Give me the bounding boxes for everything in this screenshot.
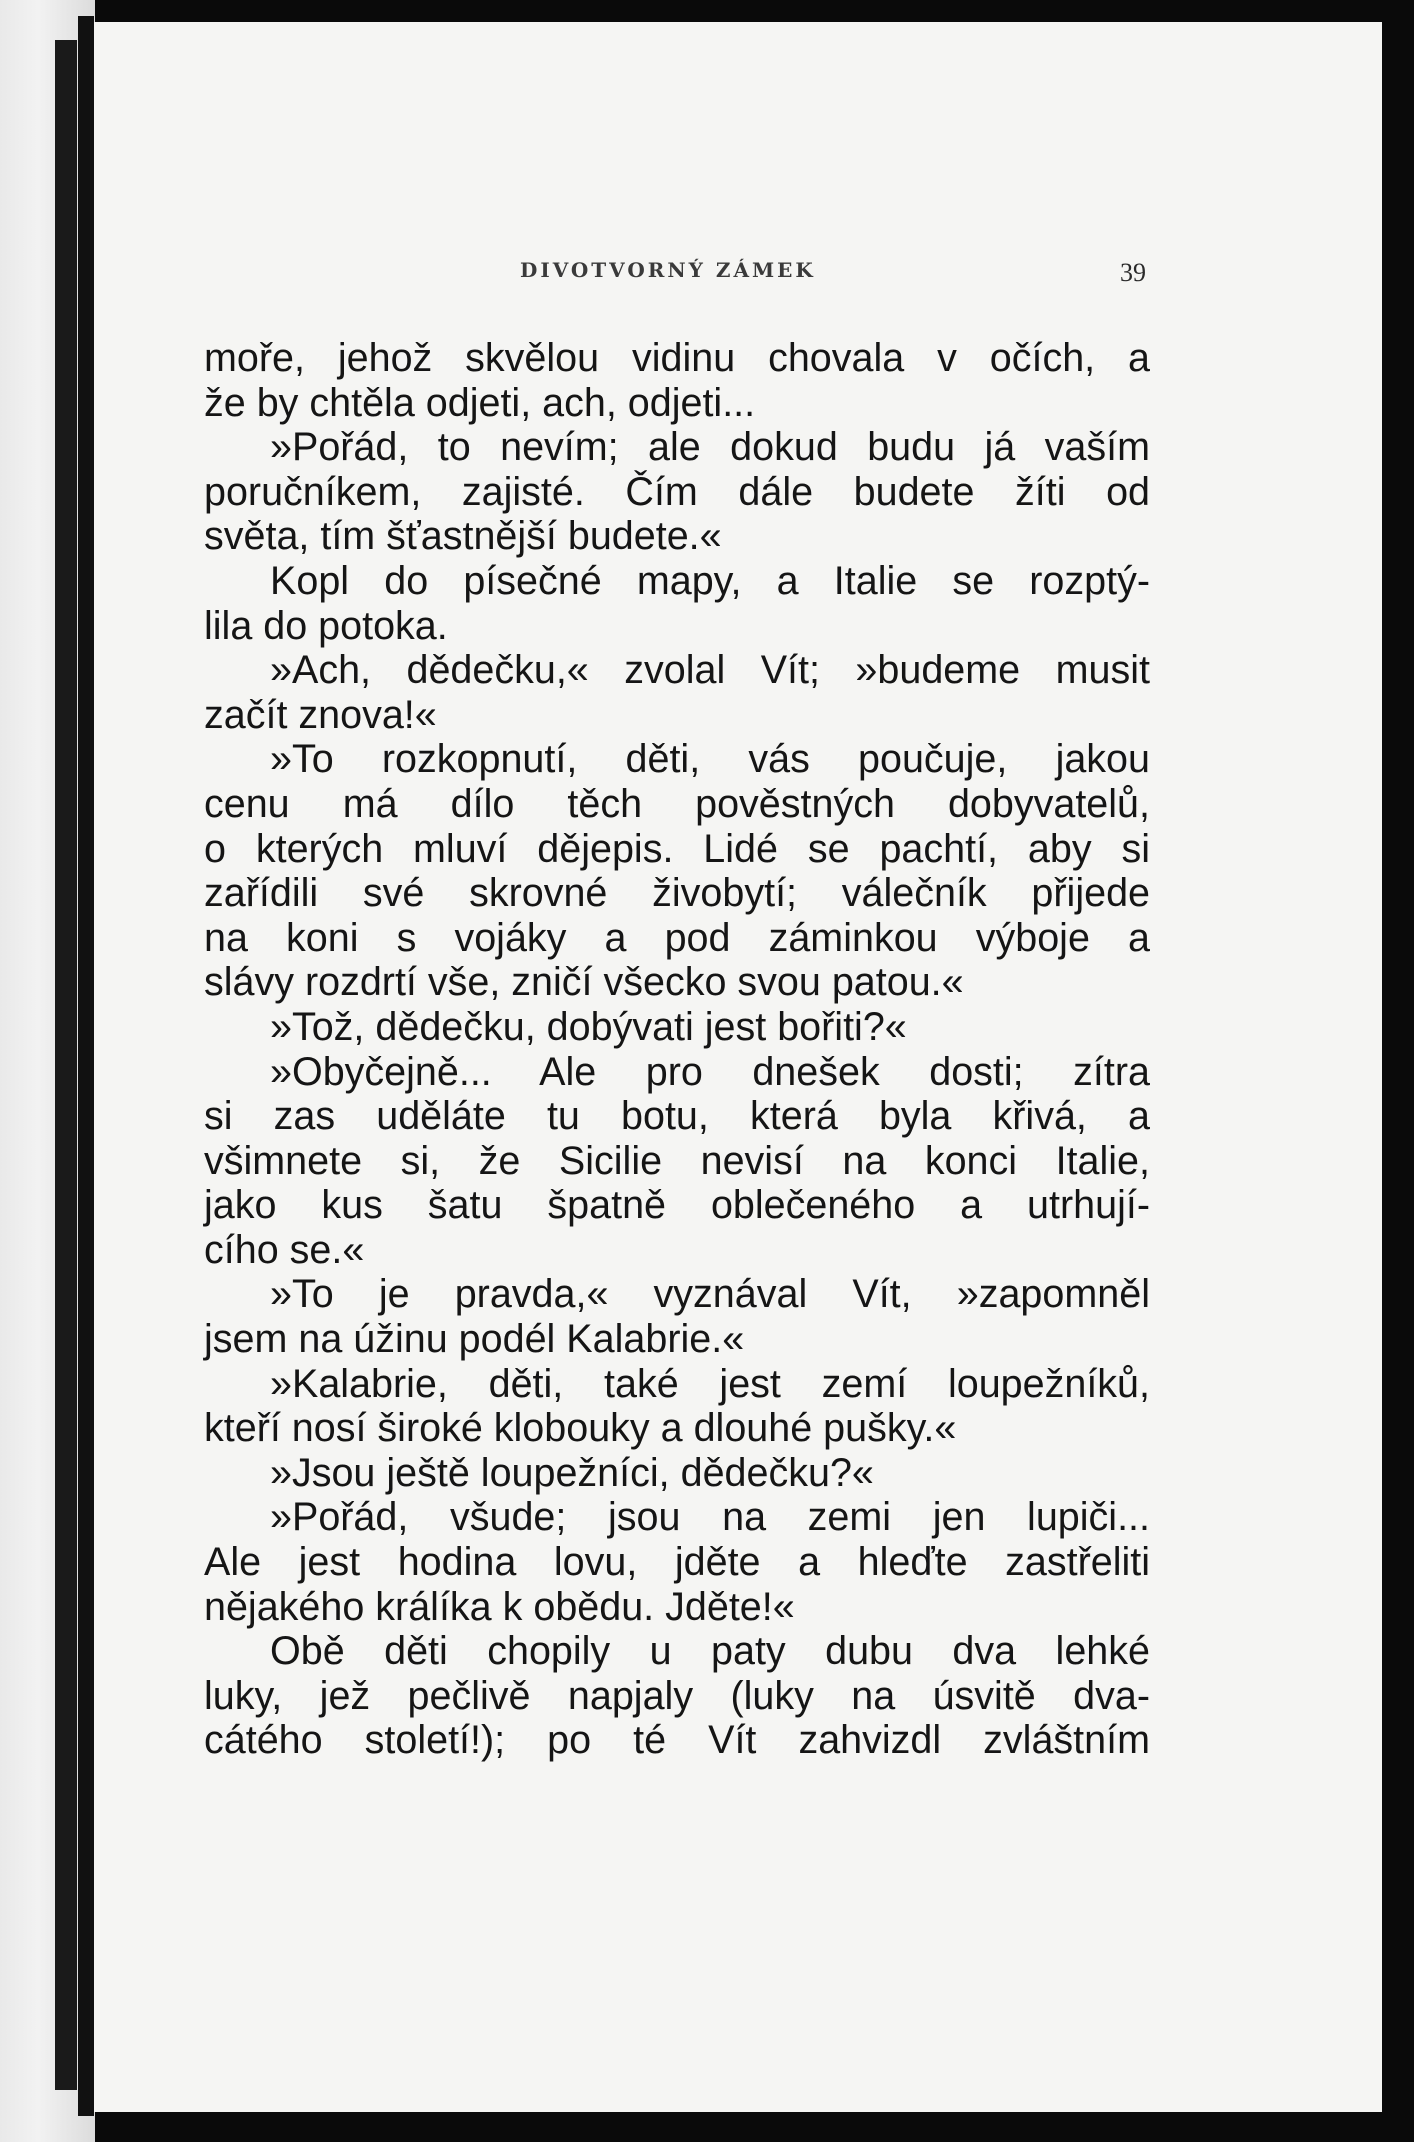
text-line: »Ach, dědečku,« zvolal Vít; »budeme musit [270, 648, 1150, 693]
text-line: cenu má dílo těch pověstných dobyvatelů, [204, 781, 1150, 826]
text-line: »Jsou ještě loupežníci, dědečku?« [270, 1450, 874, 1495]
text-line: kteří nosí široké klobouky a dlouhé pušky.« [204, 1406, 957, 1451]
text-line: poručníkem, zajisté. Čím dále budete žíti od [204, 469, 1150, 514]
page-left-edge [78, 16, 94, 2116]
text-line: »Pořád, to nevím; ale dokud budu já vaším [270, 425, 1150, 470]
text-line: začít znova!« [204, 692, 437, 737]
page-number: 39 [1120, 258, 1146, 287]
text-line: jako kus šatu špatně oblečeného a utrhují- [204, 1183, 1150, 1228]
text-line: »Kalabrie, děti, také jest zemí loupežníků, [270, 1361, 1150, 1406]
text-line: cího se.« [204, 1227, 365, 1272]
text-line: Obě děti chopily u paty dubu dva lehké [270, 1629, 1150, 1674]
text-line: zařídili své skrovné živobytí; válečník přijede [204, 871, 1150, 916]
text-line: »Pořád, všude; jsou na zemi jen lupiči... [270, 1495, 1150, 1540]
text-line: si zas uděláte tu botu, která byla křivá, a [204, 1094, 1150, 1139]
page-header [0, 258, 1414, 288]
text-line: že by chtěla odjeti, ach, odjeti... [204, 380, 756, 425]
text-line: lila do potoka. [204, 603, 448, 648]
text-line: Ale jest hodina lovu, jděte a hleďte zastřeliti [204, 1540, 1150, 1585]
text-line: světa, tím šťastnější budete.« [204, 514, 722, 559]
text-line: o kterých mluví dějepis. Lidé se pachtí, aby si [204, 826, 1150, 871]
scan-binding-shadow [55, 40, 77, 2090]
text-line: Kopl do písečné mapy, a Italie se rozptý- [270, 558, 1150, 603]
text-line: »To je pravda,« vyznával Vít, »zapomněl [270, 1272, 1150, 1317]
body-text [204, 336, 1150, 1763]
text-line: »Obyčejně... Ale pro dnešek dosti; zítra [270, 1049, 1150, 1094]
running-title: DIVOTVORNÝ ZÁMEK [520, 258, 816, 282]
text-line: nějakého králíka k obědu. Jděte!« [204, 1584, 795, 1629]
text-line: všimnete si, že Sicilie nevisí na konci Italie, [204, 1138, 1150, 1183]
text-line: »Tož, dědečku, dobývati jest bořiti?« [270, 1004, 907, 1049]
text-line: jsem na úžinu podél Kalabrie.« [204, 1317, 745, 1362]
text-line: na koni s vojáky a pod záminkou výboje a [204, 915, 1150, 960]
text-line: luky, jež pečlivě napjaly (luky na úsvitě dva- [204, 1673, 1150, 1718]
text-line: cátého století!); po té Vít zahvizdl zvláštním [204, 1718, 1150, 1763]
text-line: moře, jehož skvělou vidinu chovala v očích, a [204, 336, 1150, 380]
text-line: slávy rozdrtí vše, zničí všecko svou patou.« [204, 960, 964, 1005]
text-line: »To rozkopnutí, děti, vás poučuje, jakou [270, 737, 1150, 782]
